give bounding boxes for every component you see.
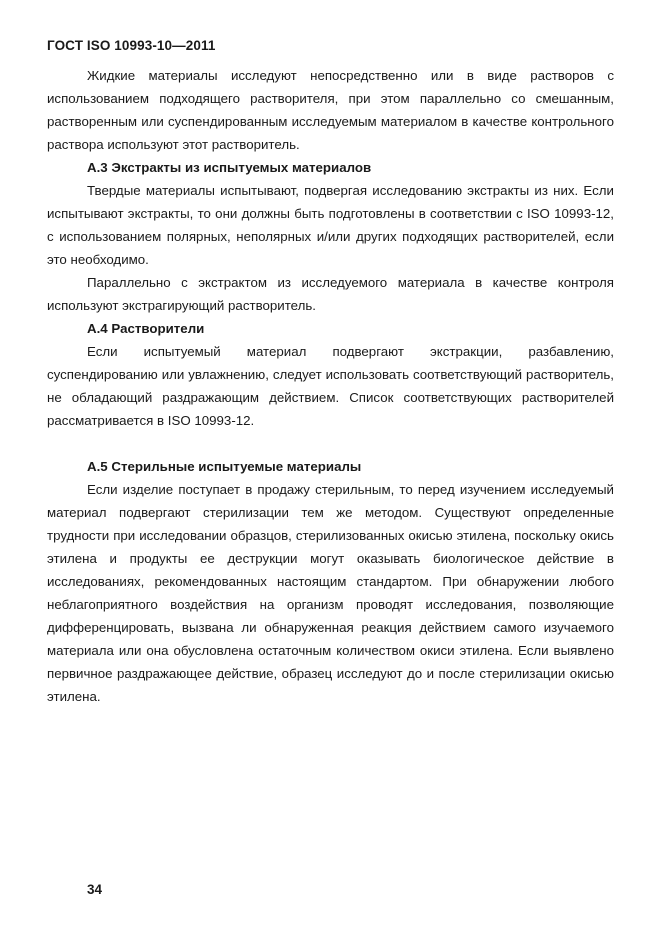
paragraph-sterile-materials: Если изделие поступает в продажу стерильным, то перед изучением исследуемый материал подвергают стерилизации тем же методом. Существуют определенные трудности при исследовании образцов, стерилизованных окисью этилена, поскольку окись этилена и продукты ее деструкции могут оказывать биологическое действие в исследованиях, рекомендованных настоящим стандартом. При обнаружении любого неблагоприятного воздействия на организм проводят исследования, позволяющие дифференцировать, вызвана ли обнаруженная реакция действием самого изучаемого материала или она обусловлена остаточным количеством окиси этилена. Если выявлено первичное раздражающее действие, образец исследуют до и после стерилизации окисью этилена. [47,482,614,704]
paragraph-liquid-materials: Жидкие материалы исследуют непосредственно или в виде растворов с использованием подходящего растворителя, при этом параллельно со смешанным, растворенным или суспендированным исследуемым материалом в качестве контрольного раствора используют этот растворитель. [47,68,614,152]
document-body [47,64,614,708]
paragraph-solvents: Если испытуемый материал подвергают экстракции, разбавлению, суспендированию или увлажнению, следует использовать соответствующий растворитель, не обладающий раздражающим действием. Список соответствующих растворителей рассматривается в ISO 10993-12. [47,344,614,428]
page-number: 34 [87,882,103,897]
section-heading-a4: А.4 Растворители [87,321,205,336]
paragraph-extract-control: Параллельно с экстрактом из исследуемого материала в качестве контроля используют экстрагирующий растворитель. [47,275,614,313]
paragraph-solid-materials: Твердые материалы испытывают, подвергая исследованию экстракты из них. Если испытывают экстракты, то они должны быть подготовлены в соответствии с ISO 10993-12, с использованием полярных, неполярных и/или других подходящих растворителей, если это необходимо. [47,183,614,267]
section-heading-a5: А.5 Стерильные испытуемые материалы [87,459,362,474]
document-header: ГОСТ ISO 10993-10—2011 [47,38,216,53]
section-heading-a3: А.3 Экстракты из испытуемых материалов [87,160,372,175]
